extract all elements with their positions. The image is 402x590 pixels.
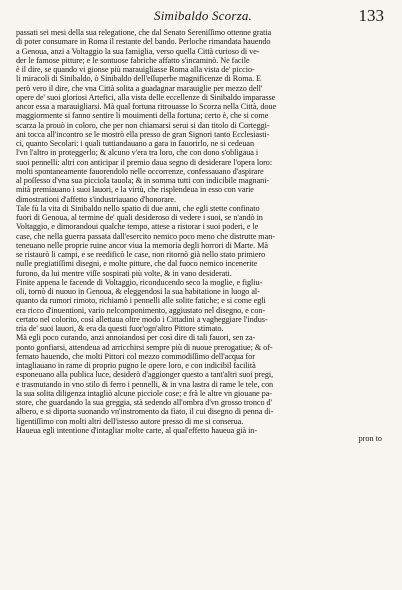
- text-line: store, che guardando la sua greggia, stà sedendo all'ombra d'vn grosso tronco d': [16, 398, 272, 407]
- text-line: l'vn l'altro in proteggerlo; & alcuno v'era tra loro, che con dono s'obligaua i: [16, 148, 259, 158]
- catchword: pron to: [358, 434, 382, 443]
- text-line: è il dire, se quando vi gionse più marauigliasse Roma alla vista de' piccio-: [16, 65, 255, 74]
- text-line: Haueua egli intentione d'intagliar molte carte, al qual'effetto haueua già in-: [16, 425, 258, 435]
- text-line: a Genoua, anzi a Voltaggio la sua famiglia, verso quella Città curioso di ve-: [16, 46, 260, 56]
- text-line: Mà egli poco curando, anzi annoiandosi per così dire di tali fauori, sen za-: [16, 333, 256, 343]
- text-line: Voltaggio, e dimorandoui qualche tempo, attese a ristorar i suoi poderi, e le: [16, 222, 259, 232]
- text-line: esponeuano alla publica luce, desiderò d'aggionger questo a tant'altri suoi pregi,: [16, 370, 274, 380]
- text-line: tria de' suoi lauori, & era da questi fuor'ogn'altro Pittore stimato.: [16, 324, 224, 333]
- text-line: case, che nella guerra passata dall'esercito nemico poco meno che distrutte man-: [16, 231, 275, 241]
- paragraph: [16, 333, 386, 426]
- text-line: li miracoli di Sinibaldo, ò Sinibaldo dell'eſſuperbe magnificenze di Roma. E: [16, 74, 262, 84]
- text-line: la sua solita diligenza intagliò alcune picciole cose; e frà le altre vn giouane pa-: [16, 388, 272, 398]
- text-line: Finite appena le facende di Voltaggio, riconducendo seco la moglie, e figliu-: [16, 277, 263, 287]
- text-line: fernato hauendo, che molti Pittori col mezzo commodiſſimo dell'acqua for: [16, 351, 255, 361]
- text-line: der le famose pitture; e le sontuose fabriche affatto s'incaminò. Ne facile: [16, 55, 250, 65]
- text-line: ci, quanto Secolari: i quali tuttiandauano a gara in fauorirlo, ne si cedeuan: [16, 139, 255, 148]
- text-line: di poter consumare in Roma il restante del bando. Perloche rimandata hauendo: [16, 37, 271, 47]
- text-line: albero, e si diporta suonando vn'instromento da fiato, il cui disegno di penna di-: [16, 407, 274, 417]
- page-number: 133: [358, 6, 384, 25]
- text-line: al poſſesso d'vna sua picciola tauola; & in somma tutti con indicibile magnani-: [16, 176, 270, 185]
- text-line: Tale fù la vita di Sinibaldo nello spatio di due anni, che egli stette confinato: [16, 203, 260, 213]
- text-line: furono, da lui mentre viſſe sospirati più volte, & in vano desiderati.: [16, 268, 232, 278]
- text-line: però vero il dire, che vna Città solita a guadagnar marauiglie per mezzo dell': [16, 83, 263, 93]
- body-text: [16, 28, 386, 435]
- text-line: e trasmutando in vno stilo di ferro i pennelli, & in vna lastra di rame le tele, con: [16, 379, 274, 389]
- text-line: certato nel colorito, così allettaua oltre modo i Cittadini a vagheggiare l'indus-: [16, 314, 268, 324]
- text-line: quanto da rumori rimoto, richiamò i pennelli alle solite fatiche; e si come egli: [16, 296, 266, 306]
- text-line: mità premiauano i suoi lauori, e la virtù, che risplendeua in esso con varie: [16, 185, 254, 195]
- text-line: suoi pennelli: altri con anticipar il premio daua segno di desiderare l'opera loro:: [16, 157, 273, 167]
- text-line: scarza la prouò in coloro, che per non chiamarsi serui si dan titolo di Corteggi-: [16, 120, 270, 130]
- text-line: maggiormente si fanno sentire li mouimenti della fortuna; certo è, che si come: [16, 111, 269, 121]
- text-line: ancor essa a marauigliarsi. Mà qual fortuna ritrouasse lo Scorza nella Città, doue: [16, 102, 277, 111]
- text-line: intagliauano in rame di proprio pugno le opere loro, e con indicibil facilità: [16, 361, 256, 370]
- text-line: teneuano nelle proprie ruine ancor viua la memoria degli horrori di Marte. Mà: [16, 240, 268, 250]
- text-line: era ricco d'inuentioni, vario nelcomponimento, aggiustato nel disegno, e con-: [16, 305, 266, 315]
- text-line: se ristaurò li campi, e se reedificò le case, non ritornò già nello stato primiero: [16, 250, 266, 259]
- text-line: nulle pregiatiſſimi disegni, e molte pitture, che dal fuoco nemico incenerite: [16, 259, 258, 269]
- page-header: [16, 6, 386, 28]
- text-line: fuori di Genoua, al termine de' quali desideroso di vedere i suoi, se n'andò in: [16, 213, 263, 222]
- text-line: ligentiſſimo con molti altri dell'istesso autore presso di me si conserua.: [16, 416, 244, 426]
- text-line: molti spontaneamente fauorendolo nelle occorrenze, confessauano d'aspirare: [16, 166, 264, 176]
- paragraph: [16, 204, 386, 278]
- running-title: Simibaldo Scorza.: [154, 8, 253, 23]
- text-line: opere de' suoi gloriosi Artefici, alla vista delle eccellenze di Sinibaldo imparasse: [16, 92, 276, 102]
- text-line: ani tocca all'incontro se le mostrò ella presso de gran Signori tanto Ecclesiasti-: [16, 129, 270, 139]
- text-line: dimostrationi d'affetto s'industriauano d'honorare.: [16, 194, 176, 204]
- text-line: oli, tornò di nuouo in Genoua, & eleggendosi la sua habitatione in luogo al-: [16, 287, 260, 296]
- text-line: ponto gonfiarsi, attendeua ad arricchirsi sempre più di nuoue prerogatiue; & of-: [16, 342, 273, 352]
- text-line: passati sei mesi della sua relegatione, che dal Senato Sereniſſimo ottenne gratia: [16, 28, 272, 37]
- paragraph: [16, 28, 386, 204]
- paragraph: [16, 278, 386, 334]
